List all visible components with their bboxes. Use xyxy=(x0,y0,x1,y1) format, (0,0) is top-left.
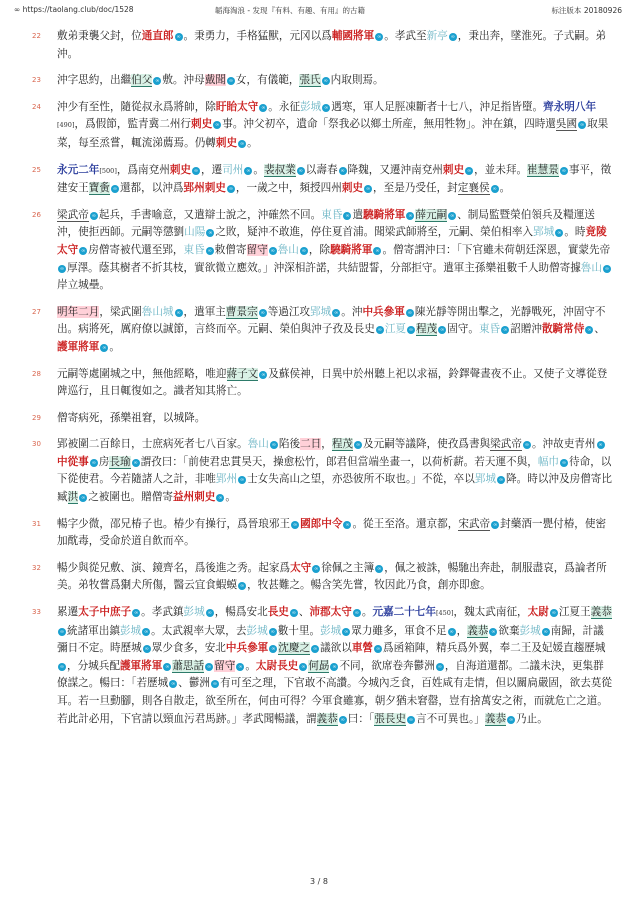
annotation-link-icon[interactable]: ∞ xyxy=(215,122,220,129)
text-run: ，秉出奔，墜淮死。子式嗣。弟沖。 xyxy=(57,30,607,60)
annotation-link-icon[interactable]: ∞ xyxy=(543,628,548,635)
underlined-term[interactable]: 定襄侯 xyxy=(457,182,490,195)
text-run: 有可至之理，下官敢不高讚。今城內乏食，百姓咸有走情，但以關扃嚴固，欲去莫從耳。若一旦動腳，則各自散走，欲至所在，何由可得？今軍食雖寡，朝夕猶未窘罄，豈有捨萬安之術，而就危亡之道。若此計必用，下官請以頸血污君馬跡。」孝武聞暢議，謂 xyxy=(57,677,612,725)
person-name[interactable]: 沈慶之 xyxy=(278,642,311,655)
annotation-link-icon[interactable]: ∞ xyxy=(408,716,414,723)
year-note: [490] xyxy=(57,121,75,130)
annotation-link-icon[interactable]: ∞ xyxy=(260,309,265,316)
annotation-link-icon[interactable]: ∞ xyxy=(171,681,176,688)
text-run: 曰：「 xyxy=(347,712,375,725)
paragraph-number: 28 xyxy=(32,369,41,378)
highlight-term[interactable]: 留守 xyxy=(214,659,236,672)
text-run: 。太武親率大眾，去 xyxy=(151,624,247,637)
text-run: 敷。沖母 xyxy=(162,74,205,87)
annotation-link-icon[interactable]: ∞ xyxy=(345,521,350,528)
annotation-link-icon[interactable]: ∞ xyxy=(323,78,328,85)
annotation-link-icon[interactable]: ∞ xyxy=(466,167,472,174)
annotation-link-icon[interactable]: ∞ xyxy=(270,628,275,635)
text-run: 取果菜，每至烝嘗，輒流涕薦焉。仍轉 xyxy=(57,118,609,149)
highlight-term[interactable]: 戴聞 xyxy=(204,74,226,87)
text-run: 南歸，計議彌日不定。時歷城 xyxy=(57,624,604,655)
annotation-link-icon[interactable]: ∞ xyxy=(291,610,296,617)
text-run: 及蘇侯神，日異中於州聽上祀以求福，鈴鐸聲晝夜不止。又使子文導從登陴巡行，且日輒復如之。識者知其將亡。 xyxy=(57,367,608,398)
paragraph-number: 33 xyxy=(32,608,41,617)
paragraph xyxy=(32,560,612,595)
office-title[interactable]: 益州刺史 xyxy=(172,491,216,504)
annotation-link-icon[interactable]: ∞ xyxy=(598,442,603,449)
annotation-link-icon[interactable]: ∞ xyxy=(354,610,359,617)
paragraph xyxy=(32,604,612,728)
annotation-link-icon[interactable]: ∞ xyxy=(228,78,233,85)
annotation-link-icon[interactable]: ∞ xyxy=(408,327,414,334)
annotation-link-icon[interactable]: ∞ xyxy=(292,521,298,528)
text-run: 。 xyxy=(109,340,120,353)
text-run: 暢少與從兄敷、演、鏡齊名，爲後進之秀。起家爲 xyxy=(57,561,291,574)
text-run: 以壽春 xyxy=(305,163,338,176)
annotation-link-icon[interactable]: ∞ xyxy=(271,646,276,653)
place-name[interactable]: 魯山 xyxy=(580,261,602,274)
place-name[interactable]: 彭城 xyxy=(183,606,205,619)
place-name[interactable]: 彭城 xyxy=(300,100,322,113)
person-name[interactable]: 伯父 xyxy=(131,74,153,87)
text-run: 厚澤。蔭其樹者不折其枝，實欲微立應效。」沖深相許諾，共結盟誓，分部拒守。遣軍主孫樂祖數千人助僧寄據 xyxy=(67,261,581,274)
text-run: 還都，以沖爲 xyxy=(119,182,184,195)
header-version: 标注版本 20180926 xyxy=(551,6,622,15)
text-run: 。孝武鎮 xyxy=(141,606,184,619)
text-run: 士女失高山之望，亦恐彼所不取也。」不從，卒以 xyxy=(247,473,475,486)
text-run: 封藥酒一甖付椿，使密加酖毒，受命於道自飲而卒。 xyxy=(57,517,607,548)
annotation-link-icon[interactable]: ∞ xyxy=(340,167,345,174)
annotation-link-icon[interactable]: ∞ xyxy=(437,663,442,670)
military-title[interactable]: 驍騎將軍 xyxy=(330,243,373,256)
text-run: 。沖故吏青州 xyxy=(531,438,596,451)
annotation-link-icon[interactable]: ∞ xyxy=(407,309,412,316)
office-title[interactable]: 刺史 xyxy=(191,118,213,131)
annotation-link-icon[interactable]: ∞ xyxy=(59,663,65,670)
annotation-link-icon[interactable]: ∞ xyxy=(312,646,318,653)
text-run: 陷後 xyxy=(278,438,301,451)
annotation-link-icon[interactable]: ∞ xyxy=(314,565,319,572)
text-run: 待命，以下從使君。今若隨諸人之計，非唯 xyxy=(57,455,612,486)
text-run: 累遷 xyxy=(57,606,79,619)
annotation-link-icon[interactable]: ∞ xyxy=(81,247,86,254)
paragraph xyxy=(32,72,612,90)
underlined-term[interactable]: 宋武帝 xyxy=(458,517,491,530)
place-name[interactable]: 郢州 xyxy=(215,473,238,486)
annotation-link-icon[interactable]: ∞ xyxy=(344,628,349,635)
text-run: 房僧寄被代還至郢， xyxy=(88,243,184,256)
paragraph-number: 24 xyxy=(32,102,41,111)
annotation-link-icon[interactable]: ∞ xyxy=(144,628,149,635)
text-run: 江夏王 xyxy=(558,606,591,619)
paragraph xyxy=(32,436,612,506)
annotation-link-icon[interactable]: ∞ xyxy=(524,442,530,449)
annotation-link-icon[interactable]: ∞ xyxy=(377,565,382,572)
text-run: ，遷 xyxy=(201,163,223,176)
annotation-link-icon[interactable]: ∞ xyxy=(176,309,181,316)
office-title[interactable]: 刺史 xyxy=(442,163,465,176)
place-name[interactable]: 東昏 xyxy=(183,243,205,256)
text-run: 岸立城壘。 xyxy=(57,279,110,292)
annotation-link-icon[interactable]: ∞ xyxy=(450,212,455,219)
document-body xyxy=(32,28,612,737)
text-run: 。僧寄謂沖曰：「下官雖未荷朝廷深恩，實蒙先帝 xyxy=(382,243,611,256)
highlight-term[interactable]: 留守 xyxy=(246,243,268,256)
annotation-link-icon[interactable]: ∞ xyxy=(301,247,306,254)
place-name[interactable]: 彭城 xyxy=(246,624,268,637)
text-run: 遣 xyxy=(352,208,364,221)
paragraph xyxy=(32,366,612,401)
office-title[interactable]: 長史 xyxy=(267,606,289,619)
annotation-link-icon[interactable]: ∞ xyxy=(561,167,566,174)
annotation-link-icon[interactable]: ∞ xyxy=(377,327,382,334)
place-name[interactable]: 郢城 xyxy=(310,305,332,318)
text-run: 降魏，又遷沖南兗州 xyxy=(347,163,443,176)
annotation-link-icon[interactable]: ∞ xyxy=(165,663,170,670)
text-run: ，爲南兗州 xyxy=(116,163,170,176)
text-run: 。 xyxy=(499,182,511,195)
office-title[interactable]: 國郎中令 xyxy=(300,517,343,530)
text-run: ，暢爲安北 xyxy=(214,606,268,619)
highlight-term[interactable]: 明年二月 xyxy=(57,305,100,318)
text-run: 。孝武至 xyxy=(384,30,427,42)
text-run: 事平，徵建安王 xyxy=(57,163,612,195)
annotation-link-icon[interactable]: ∞ xyxy=(207,610,212,617)
text-run: 郢被圍二百餘日，士庶病死者七八百家。 xyxy=(57,438,248,451)
person-name[interactable]: 程茂 xyxy=(416,323,438,336)
era-date[interactable]: 元嘉二十七年 xyxy=(372,606,436,619)
text-run: 降。時以沖及房僧寄比臧 xyxy=(57,473,612,504)
annotation-link-icon[interactable]: ∞ xyxy=(207,663,212,670)
annotation-link-icon[interactable]: ∞ xyxy=(59,628,65,635)
text-run: 。永征 xyxy=(268,100,301,113)
text-run: 爲函箱陣，精兵爲外翼，奉二王及妃媛直趨歷城 xyxy=(383,642,606,655)
place-name[interactable]: 東昏 xyxy=(321,208,343,221)
place-name[interactable]: 江夏 xyxy=(384,323,406,336)
office-title[interactable]: 刺史 xyxy=(341,182,364,195)
place-name[interactable]: 幅巾 xyxy=(537,455,560,468)
text-run: 女，有儀範， xyxy=(235,74,300,87)
era-date[interactable]: 齊永明八年 xyxy=(543,100,597,113)
text-run: ，佩之被誅，暢馳出奔赴，制服盡哀，爲論者所美。弟牧嘗爲猘犬所傷，醫云宜食蝦蟆 xyxy=(57,561,607,592)
annotation-link-icon[interactable]: ∞ xyxy=(261,104,266,111)
text-run: 。時 xyxy=(564,226,586,239)
text-run: 、制局監暨榮伯領兵及糧運送沖，使拒西師。元嗣等懲劉 xyxy=(57,208,595,239)
annotation-link-icon[interactable]: ∞ xyxy=(503,327,508,334)
text-run: ，爲假節，監青冀二州行 xyxy=(74,118,192,131)
text-run: 及元嗣等議降，使孜爲書與 xyxy=(363,438,491,451)
annotation-link-icon[interactable]: ∞ xyxy=(208,230,213,237)
military-title[interactable]: 輔國將軍 xyxy=(331,30,375,42)
annotation-link-icon[interactable]: ∞ xyxy=(271,442,276,449)
annotation-link-icon[interactable]: ∞ xyxy=(508,716,514,723)
place-name[interactable]: 司州 xyxy=(222,163,244,176)
place-name[interactable]: 彭城 xyxy=(320,624,342,637)
text-run: 陳光靜等開出擊之，光靜戰死，沖固守不出。病將死，厲府僚以誠節，言終而卒。元嗣、榮伯與沖子孜及長史 xyxy=(57,305,606,336)
text-run: 元嗣等處圍城之中，無他經略，唯迎 xyxy=(57,367,227,380)
military-title[interactable]: 太尉 xyxy=(527,606,549,619)
annotation-link-icon[interactable]: ∞ xyxy=(450,34,455,40)
annotation-link-icon[interactable]: ∞ xyxy=(240,140,245,147)
office-title[interactable]: 太尉長史 xyxy=(255,659,299,672)
text-run: 、鬱洲 xyxy=(178,677,211,690)
paragraph-number: 22 xyxy=(32,32,41,40)
annotation-link-icon[interactable]: ∞ xyxy=(238,663,243,670)
underlined-term[interactable]: 梁武帝 xyxy=(490,438,522,451)
paragraph xyxy=(32,28,612,63)
text-run: 謂孜曰：「前使君忠貫昊天，操愈松竹，郎君但當端坐畫一，以荷析薪。若天運不與， xyxy=(140,455,538,468)
text-run: 敷弟秉襲父封，位 xyxy=(57,30,142,42)
office-title[interactable]: 太子中庶子 xyxy=(78,606,132,619)
text-run: 不同，欲席卷奔鬱洲 xyxy=(339,659,435,672)
annotation-link-icon[interactable]: ∞ xyxy=(246,167,251,174)
place-name[interactable]: 山陽 xyxy=(184,226,206,239)
highlight-term[interactable]: 二日 xyxy=(300,438,322,451)
person-name[interactable]: 洪 xyxy=(67,491,79,504)
text-run: 内取則焉。 xyxy=(330,74,384,87)
annotation-link-icon[interactable]: ∞ xyxy=(449,628,454,635)
text-run: 統諸軍出鎮 xyxy=(67,624,120,637)
office-title[interactable]: 郢州刺史 xyxy=(183,182,226,195)
military-title[interactable]: 中兵參軍 xyxy=(362,305,405,318)
text-run: 。 xyxy=(361,606,373,619)
year-note: [500] xyxy=(99,166,117,175)
military-title[interactable]: 護軍將軍 xyxy=(57,340,100,353)
annotation-link-icon[interactable]: ∞ xyxy=(334,309,339,316)
person-name[interactable]: 義恭 xyxy=(590,606,612,619)
paragraph xyxy=(32,516,612,551)
annotation-link-icon[interactable]: ∞ xyxy=(301,663,306,670)
place-name[interactable]: 郢城 xyxy=(474,473,497,486)
text-run: 。 xyxy=(245,659,256,672)
person-name[interactable]: 長瑜 xyxy=(109,455,131,468)
paragraph xyxy=(32,162,612,198)
annotation-link-icon[interactable]: ∞ xyxy=(557,230,562,237)
text-run: 言不可異也。」 xyxy=(416,712,485,725)
era-date[interactable]: 永元二年 xyxy=(57,163,100,176)
paragraph-number: 30 xyxy=(32,440,41,449)
annotation-link-icon[interactable]: ∞ xyxy=(102,344,107,351)
text-run: ， xyxy=(321,438,332,451)
text-run: 眾力雖多，軍食不足 xyxy=(351,624,447,637)
text-run: 。從王至洛。還京都， xyxy=(352,517,459,530)
annotation-link-icon[interactable]: ∞ xyxy=(261,371,266,378)
text-run: 數十里。 xyxy=(277,624,321,637)
paragraph-number: 23 xyxy=(32,76,41,85)
annotation-link-icon[interactable]: ∞ xyxy=(91,459,96,466)
paragraph xyxy=(32,207,612,295)
person-name[interactable]: 義恭 xyxy=(484,712,507,725)
person-name[interactable]: 寶夤 xyxy=(88,182,110,195)
text-run: 乃止。 xyxy=(516,712,548,725)
place-name[interactable]: 魯山城 xyxy=(141,305,174,318)
annotation-link-icon[interactable]: ∞ xyxy=(212,681,218,688)
person-name[interactable]: 義恭 xyxy=(467,624,489,637)
annotation-link-icon[interactable]: ∞ xyxy=(375,247,380,254)
text-run: ，一歲之中，頻授四州 xyxy=(235,182,342,195)
annotation-link-icon[interactable]: ∞ xyxy=(498,477,504,484)
office-title[interactable]: 散騎常侍 xyxy=(541,323,585,336)
annotation-link-icon[interactable]: ∞ xyxy=(228,186,233,193)
text-run: 暢字少微，邵兄椿子也。椿少有操行，爲晉琅邪王 xyxy=(57,517,291,530)
text-run: 。 xyxy=(253,163,264,176)
text-run: ，至是乃受任，封 xyxy=(373,182,458,195)
annotation-link-icon[interactable]: ∞ xyxy=(491,628,496,635)
annotation-link-icon[interactable]: ∞ xyxy=(134,610,139,617)
place-name[interactable]: 東昏 xyxy=(478,323,501,336)
military-title[interactable]: 驍騎將軍 xyxy=(363,208,406,221)
annotation-link-icon[interactable]: ∞ xyxy=(580,122,585,129)
military-title[interactable]: 中兵參軍 xyxy=(225,642,269,655)
annotation-link-icon[interactable]: ∞ xyxy=(408,212,413,219)
text-run: 事。沖父初卒，遺命「祭我必以鄉土所産，無用牲物」。沖在鎮，四時還 xyxy=(222,118,556,131)
paragraph-number: 26 xyxy=(32,210,41,219)
annotation-link-icon[interactable]: ∞ xyxy=(324,104,329,111)
person-name[interactable]: 曹景宗 xyxy=(225,305,258,318)
text-run: 固守。 xyxy=(447,323,479,336)
annotation-link-icon[interactable]: ∞ xyxy=(493,521,498,528)
text-run: 之敗，疑沖不敢進，停住夏首浦。聞梁武師將至，元嗣、榮伯相率入 xyxy=(215,226,534,239)
text-run: 沖字思約，出繼 xyxy=(57,74,132,87)
annotation-link-icon[interactable]: ∞ xyxy=(144,646,149,653)
paragraph xyxy=(32,304,612,357)
person-name[interactable]: 蔣子文 xyxy=(226,367,259,380)
paragraph-number: 32 xyxy=(32,563,41,572)
annotation-link-icon[interactable]: ∞ xyxy=(587,327,592,334)
office-title[interactable]: 刺史 xyxy=(215,136,238,149)
underlined-term[interactable]: 吳國 xyxy=(555,118,578,131)
person-name[interactable]: 崔慧景 xyxy=(527,163,559,176)
person-name[interactable]: 張氏 xyxy=(299,74,321,87)
annotation-link-icon[interactable]: ∞ xyxy=(155,78,160,85)
paragraph-number: 25 xyxy=(32,165,41,174)
office-title[interactable]: 盱眙太守 xyxy=(215,100,259,113)
place-name[interactable]: 魯山 xyxy=(277,243,299,256)
page-header xyxy=(0,0,638,22)
place-name[interactable]: 新亭 xyxy=(426,30,448,42)
text-run: 遇寒，軍人足脛凍斷者十七八，沖足指皆墮。 xyxy=(331,100,544,113)
annotation-link-icon[interactable]: ∞ xyxy=(59,265,65,272)
military-title[interactable]: 車營 xyxy=(351,642,374,655)
paragraph-number: 31 xyxy=(32,519,41,528)
header-title: 韜海淘浪 - 发现『有料、有趣、有用』的古籍 xyxy=(215,6,365,15)
text-run: ，除 xyxy=(308,243,331,256)
annotation-link-icon[interactable]: ∞ xyxy=(298,167,303,174)
office-title[interactable]: 竟陵太守 xyxy=(57,226,607,256)
underlined-term[interactable]: 梁武帝 xyxy=(57,208,89,221)
text-run: ，牧甚難之。暢含笑先嘗，牧因此乃食，創亦即愈。 xyxy=(247,579,491,592)
person-name[interactable]: 薛元嗣 xyxy=(415,208,448,221)
annotation-link-icon[interactable]: ∞ xyxy=(365,186,371,193)
place-name[interactable]: 彭城 xyxy=(519,624,541,637)
text-run: 。 xyxy=(247,136,258,149)
text-run: ，遣軍主 xyxy=(183,305,226,318)
person-name[interactable]: 程茂 xyxy=(331,438,354,451)
military-title[interactable]: 護軍將軍 xyxy=(119,659,163,672)
text-run: 僧寄病死，孫樂祖窘，以城降。 xyxy=(57,411,206,424)
annotation-link-icon[interactable]: ∞ xyxy=(561,459,567,466)
text-run: 徐佩之主簿 xyxy=(321,561,375,574)
text-run: ，魏太武南征， xyxy=(453,606,528,619)
page-number: 3 / 8 xyxy=(310,877,328,886)
person-name[interactable]: 蕭思話 xyxy=(172,659,205,672)
office-title[interactable]: 太守 xyxy=(290,561,312,574)
annotation-link-icon[interactable]: ∞ xyxy=(492,186,497,193)
place-name[interactable]: 魯山 xyxy=(247,438,269,451)
text-run: 詔贈沖 xyxy=(510,323,542,336)
text-run: 、 xyxy=(298,606,310,619)
text-run: 眾少食多，安北 xyxy=(151,642,226,655)
text-run: 等過江攻 xyxy=(267,305,311,318)
text-run: 、 xyxy=(594,323,605,336)
paragraph-number: 27 xyxy=(32,307,41,316)
annotation-link-icon[interactable]: ∞ xyxy=(604,265,610,272)
text-run: 。 xyxy=(225,491,236,504)
place-name[interactable]: 彭城 xyxy=(119,624,142,637)
annotation-link-icon[interactable]: ∞ xyxy=(340,716,345,723)
annotation-link-icon[interactable]: ∞ xyxy=(270,247,275,254)
person-name[interactable]: 張長史 xyxy=(374,712,406,725)
paragraph xyxy=(32,99,612,153)
office-title[interactable]: 刺史 xyxy=(169,163,192,176)
person-name[interactable]: 裴叔業 xyxy=(263,163,296,176)
annotation-link-icon[interactable]: ∞ xyxy=(193,167,199,174)
annotation-link-icon[interactable]: ∞ xyxy=(440,327,445,334)
annotation-link-icon[interactable]: ∞ xyxy=(91,212,96,219)
annotation-link-icon[interactable]: ∞ xyxy=(551,610,556,617)
annotation-link-icon[interactable]: ∞ xyxy=(332,663,337,670)
person-name[interactable]: 義恭 xyxy=(316,712,338,725)
office-title[interactable]: 通直郎 xyxy=(141,30,174,42)
office-title[interactable]: 沛郡太守 xyxy=(309,606,352,619)
place-name[interactable]: 郢城 xyxy=(533,226,555,239)
text-run: ， xyxy=(456,624,468,637)
text-run: 敕僧寄 xyxy=(214,243,247,256)
header-url[interactable]: ∞ https://taolang.club/doc/1528 xyxy=(14,5,134,14)
text-run: 房 xyxy=(98,455,110,468)
annotation-link-icon[interactable]: ∞ xyxy=(240,583,245,590)
paragraph-number: 29 xyxy=(32,413,41,422)
annotation-link-icon[interactable]: ∞ xyxy=(355,442,361,449)
annotation-link-icon[interactable]: ∞ xyxy=(176,34,181,40)
annotation-link-icon[interactable]: ∞ xyxy=(240,477,245,484)
paragraph xyxy=(32,410,612,428)
text-run: ，自海道還都。二議未決，更集群僚謀之。暢曰：「若歷城 xyxy=(57,659,604,690)
annotation-link-icon[interactable]: ∞ xyxy=(133,459,138,466)
annotation-link-icon[interactable]: ∞ xyxy=(218,495,223,502)
text-run: 議欲以 xyxy=(320,642,352,655)
text-run: 欲棄 xyxy=(498,624,520,637)
person-name[interactable]: 何勗 xyxy=(308,659,330,672)
text-run: 。沖 xyxy=(341,305,363,318)
annotation-link-icon[interactable]: ∞ xyxy=(81,495,86,502)
annotation-link-icon[interactable]: ∞ xyxy=(377,34,382,40)
text-run: ，分城兵配 xyxy=(67,659,120,672)
text-run: 之被圍也。贈僧寄 xyxy=(88,491,173,504)
annotation-link-icon[interactable]: ∞ xyxy=(345,212,350,219)
text-run: ，並未拜。 xyxy=(474,163,528,176)
annotation-link-icon[interactable]: ∞ xyxy=(375,646,381,653)
year-note: [450] xyxy=(436,609,454,618)
text-run: 沖少有至性，隨從叔永爲將帥，除 xyxy=(57,100,216,113)
annotation-link-icon[interactable]: ∞ xyxy=(207,247,212,254)
text-run: 起兵，手書喻意，又遣辯士說之，沖確然不回。 xyxy=(98,208,322,221)
text-run: 。秉勇力，手格猛獸，元冈以爲 xyxy=(183,30,332,42)
text-run: ，梁武圍 xyxy=(99,305,142,318)
annotation-link-icon[interactable]: ∞ xyxy=(112,186,118,193)
office-title[interactable]: 中從事 xyxy=(57,455,89,468)
